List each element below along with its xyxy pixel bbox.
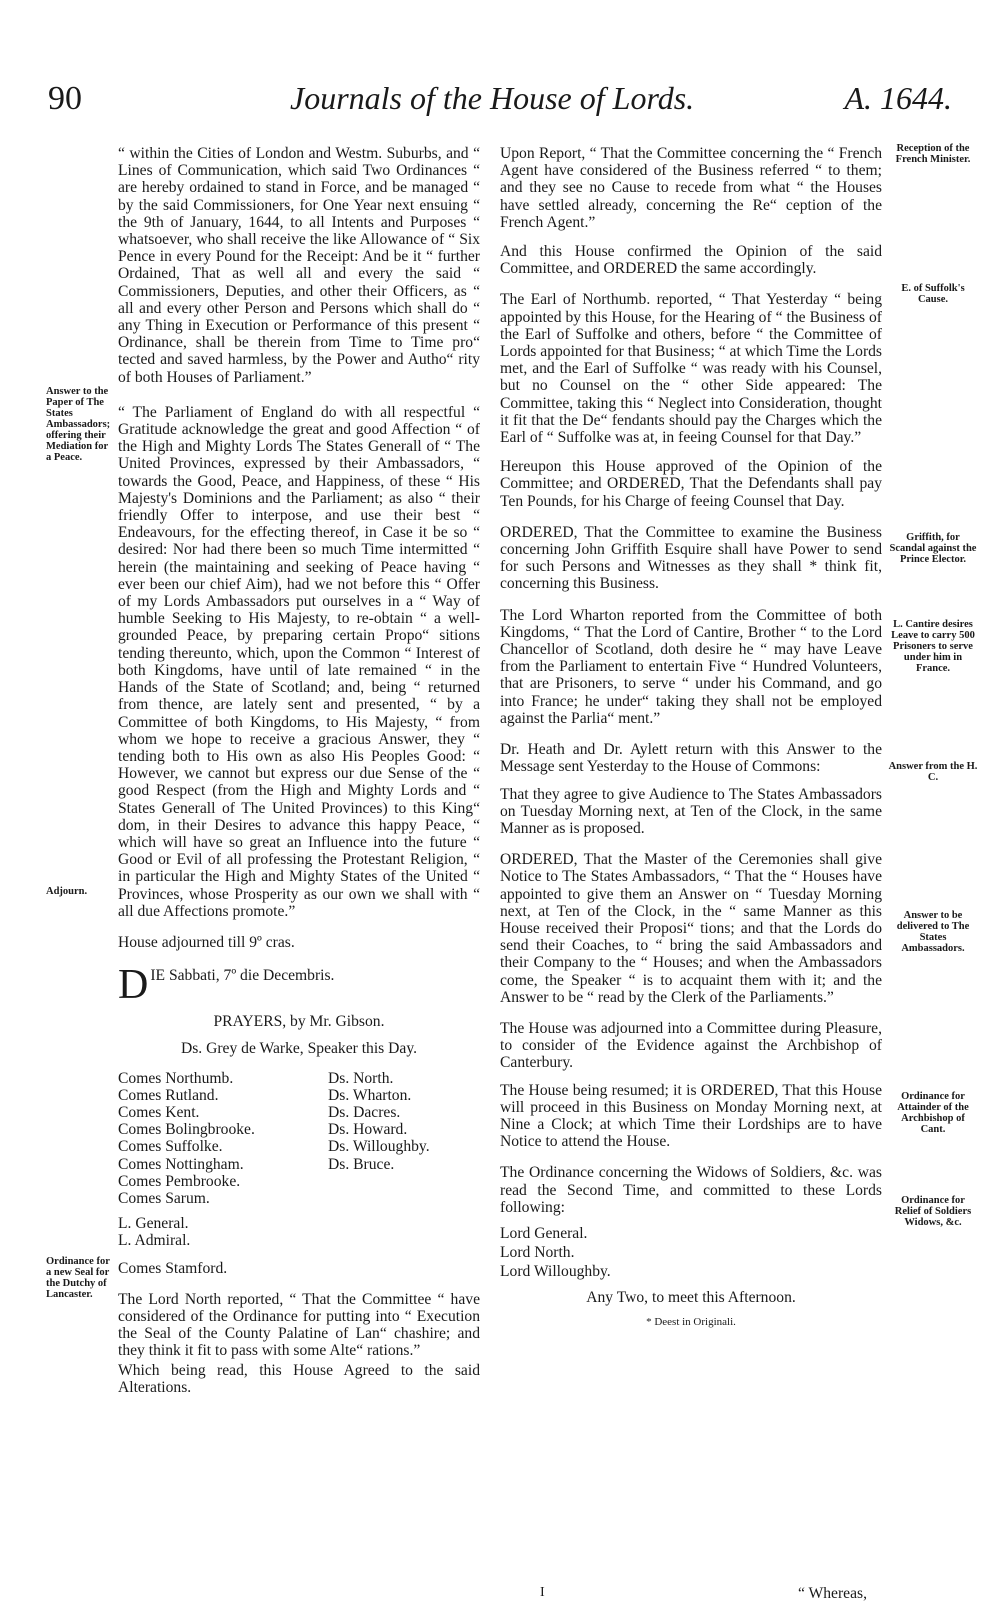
paragraph-heath-aylett: Dr. Heath and Dr. Aylett return with this Answer to the Message sent Yesterday to the House of Commons: [500, 741, 882, 776]
paragraph-any-two: Any Two, to meet this Afternoon. [586, 1288, 796, 1306]
drop-cap: D [118, 962, 149, 1009]
member-name: Comes Suffolke. [118, 1138, 223, 1156]
committee-list [500, 1224, 882, 1281]
day-heading [118, 962, 480, 1009]
margin-note-answer: Answer to the Paper of The States Ambassadors; offering their Mediation for a Peace. [46, 386, 111, 463]
margin-note-french: Reception of the French Minister. [895, 143, 971, 165]
officer-name: L. General. [118, 1215, 189, 1233]
paragraph-lord-north: The Lord North reported, “ That the Committee “ have considered of the Ordinance for putting into “ Execution the Seal of the County Palatine of Lan“ chashire; and they think it fit to pass with some Alte“ rations.” [118, 1290, 480, 1360]
member-name: Comes Pembrooke. [118, 1172, 241, 1190]
running-title: Journals of the House of Lords. [290, 80, 695, 116]
paragraph-wharton: The Lord Wharton reported from the Committee of both Kingdoms, “ That the Lord of Cantire, Brother “ to the Lord Chancellor of Scotland, doth desire he “ may have Leave from the Parliament to entertain Five “ Hundred Volunteers, that are Prisoners, to serve “ under his Command, and go into France; he under“ taking they shall not be employed against the Parlia“ ment.” [500, 606, 882, 727]
paragraph-alterations: Which being read, this House Agreed to the said Alterations. [118, 1361, 480, 1396]
year-label: A. 1644. [844, 80, 952, 116]
margin-note-answer-delivered: Answer to be delivered to The States Ambassadors. [896, 910, 970, 954]
member-name: Comes Bolingbrooke. [118, 1121, 255, 1139]
member-name: Ds. Howard. [328, 1121, 408, 1139]
member-name: Comes Sarum. [118, 1189, 210, 1207]
paragraph-resumed: The House being resumed; it is ORDERED, That this House will proceed in this Business on Monday Morning next, at Nine a Clock; at which Time their Lordships are to have Notice to attend the House. [500, 1081, 882, 1151]
officer-name: L. Admiral. [118, 1232, 191, 1250]
paragraph-widows: The Ordinance concerning the Widows of Soldiers, &c. was read the Second Time, and committed to these Lords following: [500, 1164, 882, 1216]
margin-note-ordinance-seal: Ordinance for a new Seal for the Dutchy of Lancaster. [46, 1256, 110, 1300]
member-name: Ds. Wharton. [328, 1086, 412, 1104]
paragraph-northumberland: The Earl of Northumb. reported, “ That Yesterday “ being appointed by this House, for the Hearing of “ the Business of the Earl of Suffolke and others, before “ the Committee of Lords appointed for that Business; “ at which Time the Lords met, and the Earl of Suffolke “ was ready with his Counsel, but no Counsel on the “ other Side appeared: The Committee, taking this “ Neglect into Consideration, thought it fit that the De“ fendants should pay the Charges which the Earl of “ Suffolke was at, in feeing Counsel for that Day.” [500, 291, 883, 447]
page-number: 90 [48, 80, 82, 117]
committee-member: Lord North. [500, 1243, 575, 1261]
catchword: “ Whereas, [798, 1585, 867, 1602]
paragraph-master-ceremonies: ORDERED, That the Master of the Ceremonies shall give Notice to The States Ambassadors, “ That the “ Houses have appointed to give them an Answer on “ Tuesday Morning next, at Ten of the Clock, in the “ same Manner as this House received their Proposi“ tions; and that the Lords do send their Coaches, to “ bring the said Ambassadors and their Company to the “ Houses; and when the Ambassadors come, the Speaker “ is to acquaint them with it; and the Answer to be “ read by the Clerk of the Parliaments.” [500, 851, 882, 1006]
paragraph-answer-to-states: “ The Parliament of England do with all respectful “ Gratitude acknowledge the great and good Affection “ of the High and Mighty Lords The States Generall of “ The United Provinces, expressed by their Ambassadors, “ towards the Good, Peace, and Happiness, of these “ His Majesty's Dominions and the Parliament; as also “ their friendly Offer to interpose, and use their best “ Endeavours, for the effecting thereof, in Case it be so “ desired: Nor had there been so much Time intermitted “ herein (the maintaining and seeking of Peace having “ ever been our chief Aim), had we not before this “ Offer of my Lords Ambassadors put ourselves in a “ Way of humble Seeking to His Majesty, to re-obtain “ a well-grounded Peace, by preparing certain Propo“ sitions tending thereunto, which, upon the Common “ Interest of both Kingdoms, have until of late remained “ in the Hands of the State of Scotland; and, being “ returned from thence, are lately sent and presented, “ by a Committee of both Kingdoms, to His Majesty, “ from whom we hope to receive a gracious Answer, they “ tending both to His own as also His Peoples Good: “ However, we cannot but express our due Sense of the “ good Respect (from the High and Mighty Lords and “ States Generall of The United Provinces) to this King“ dom, in their Desires to advance this happy Peace, “ which will have so great an Influence into the future “ Good or Evil of all professing the Protestant Religion, “ in particular the High and Mighty States of the United “ Provinces, whose Prosperity as our own we shall with “ all due Affections promote.” [118, 403, 480, 920]
footnote: * Deest in Originali. [646, 1316, 736, 1329]
margin-note-adjourn: Adjourn. [46, 886, 88, 897]
paragraph-approved: Hereupon this House approved of the Opinion of the Committee; and ORDERED, That the Defendants shall pay Ten Pounds, for his Charge of feeing Counsel that Day. [500, 458, 882, 510]
left-column [118, 145, 480, 1408]
officers-list [118, 1215, 480, 1249]
right-column [500, 145, 882, 1331]
member-name: Comes Northumb. [118, 1069, 234, 1087]
running-header [0, 72, 992, 132]
margin-note-suffolk: E. of Suffolk's Cause. [901, 283, 965, 305]
member-name: Comes Kent. [118, 1103, 200, 1121]
paragraph-french-agent: Upon Report, “ That the Committee concerning the “ French Agent have considered of the Business referred “ to them; and they see no Cause to recede from what “ the Houses have settled already, concerning the Re“ ception of the French Agent.” [500, 145, 882, 231]
margin-note-widows: Ordinance for Relief of Soldiers Widows, &c. [894, 1195, 972, 1228]
paragraph-committee-archbishop: The House was adjourned into a Committee during Pleasure, to consider of the Evidence against the Archbishop of Canterbury. [500, 1019, 882, 1072]
member-name: Ds. Willoughby. [328, 1138, 430, 1156]
member-name: Ds. Bruce. [328, 1155, 395, 1173]
day-heading-text: IE Sabbati, 7º die Decembris. [150, 967, 335, 985]
member-name: Ds. Dacres. [328, 1103, 401, 1121]
member-name: Comes Stamford. [118, 1259, 228, 1277]
margin-note-griffith: Griffith, for Scandal against the Prince Elector. [889, 532, 977, 565]
member-name: Ds. North. [328, 1069, 394, 1087]
committee-member: Lord Willoughby. [500, 1262, 611, 1280]
paragraph-continuation: “ within the Cities of London and Westm. Suburbs, and “ Lines of Communication, which said Two Ordinances “ are hereby ordained to stand in Force, and be managed “ by the said Commissioners, for One Year next ensuing “ the 9th of January, 1644, to all Intents and Purposes “ whatsoever, who shall receive the like Allowance of “ Six Pence in every Pound for the Receipt: And be it “ further Ordained, That as well all and every the said “ Commissioners, Deputies, and other their Officers, as “ all and every other Person and Persons which shall do “ any Thing in Execution or Performance of this present “ Ordinance, shall be therein from Time to Time pro“ tected and saved harmless, by the Power and Autho“ rity of both Houses of Parliament.” [118, 145, 480, 386]
paragraph-adjourn: House adjourned till 9º cras. [118, 933, 295, 951]
margin-note-answer-hc: Answer from the H. C. [888, 761, 978, 783]
signature-mark: I [540, 1585, 545, 1600]
paragraph-audience: That they agree to give Audience to The States Ambassadors on Tuesday Morning next, at Ten of the Clock, in the same Manner as is proposed. [500, 785, 882, 837]
speaker-line: Ds. Grey de Warke, Speaker this Day. [180, 1040, 418, 1058]
committee-member: Lord General. [500, 1224, 588, 1242]
margin-note-attainder: Ordinance for Attainder of the Archbishop of Cant. [897, 1091, 969, 1135]
margin-note-cantire: L. Cantire desires Leave to carry 500 Prisoners to serve under him in France. [891, 619, 975, 674]
prayers-line: PRAYERS, by Mr. Gibson. [213, 1013, 385, 1031]
paragraph-confirmed: And this House confirmed the Opinion of the said Committee, and ORDERED the same accordingly. [500, 243, 882, 278]
paragraph-griffith: ORDERED, That the Committee to examine the Business concerning John Griffith Esquire shall have Power to send for such Persons and Witnesses as they shall * think fit, concerning this Business. [500, 523, 882, 593]
members-present [118, 1070, 480, 1208]
member-name: Comes Nottingham. [118, 1155, 244, 1173]
member-name: Comes Rutland. [118, 1086, 219, 1104]
